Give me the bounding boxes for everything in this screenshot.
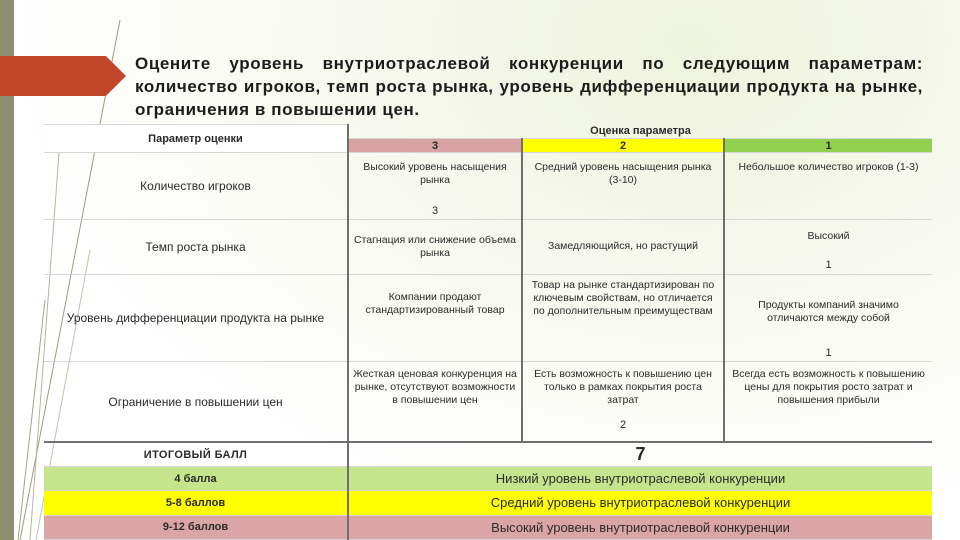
score-header: Оценка параметра <box>348 125 932 139</box>
param-row-differentiation: Уровень дифференциации продукта на рынке <box>44 274 348 361</box>
criterion-growth-2: Замедляющийся, но растущий <box>522 220 724 275</box>
criterion-growth-3: Стагнация или снижение объема рынка <box>348 220 522 275</box>
criterion-players-2: Средний уровень насыщения рынка (3-10) <box>522 153 724 220</box>
competition-assessment-table <box>44 124 932 540</box>
legend-high-text: Высокий уровень внутриотраслевой конкуренции <box>348 515 932 539</box>
legend-medium-range: 5-8 баллов <box>44 491 348 515</box>
score-label-3: 3 <box>348 139 522 153</box>
legend-low-text: Низкий уровень внутриотраслевой конкуренции <box>348 467 932 491</box>
row-score-differentiation: 1 <box>825 346 832 359</box>
legend-high-range: 9-12 баллов <box>44 515 348 539</box>
criterion-differentiation-1 <box>724 274 932 361</box>
legend-medium-text: Средний уровень внутриотраслевой конкуренции <box>348 491 932 515</box>
criterion-players-3 <box>348 153 522 220</box>
param-row-price-limits: Ограничение в повышении цен <box>44 361 348 442</box>
row-score-growth: 1 <box>825 259 832 272</box>
param-row-growth: Темп роста рынка <box>44 220 348 275</box>
slide-title: Оцените уровень внутриотраслевой конкуренции по следующим параметрам: количество игроков, темп роста рынка, уровень дифференциации продукта на рынке, ограничения в повышении цен. <box>135 54 923 119</box>
legend-low-range: 4 балла <box>44 467 348 491</box>
criterion-price-1: Всегда есть возможность к повышению цены для покрытия росто затрат и повышения прибыли <box>724 361 932 442</box>
criterion-text: Высокий <box>807 230 850 243</box>
param-row-players: Количество игроков <box>44 153 348 220</box>
param-header: Параметр оценки <box>44 125 348 153</box>
score-label-2: 2 <box>522 139 724 153</box>
criterion-players-1: Небольшое количество игроков (1-3) <box>724 153 932 220</box>
criterion-differentiation-3: Компании продают стандартизированный товар <box>348 274 522 361</box>
criterion-price-3: Жесткая ценовая конкуренция на рынке, отсутствуют возможности в повышении цен <box>348 361 522 442</box>
row-score-price: 2 <box>619 418 627 431</box>
criterion-text: Продукты компаний значимо отличаются между собой <box>758 298 899 324</box>
criterion-differentiation-2: Товар на рынке стандартизирован по ключевым свойствам, но отличается по дополнительным преимуществам <box>522 274 724 361</box>
total-score-label: ИТОГОВЫЙ БАЛЛ <box>44 442 348 466</box>
score-label-1: 1 <box>724 139 932 153</box>
title-arrow-marker <box>0 56 126 96</box>
criterion-text: Есть возможность к повышению цен только в рамках покрытия роста затрат <box>534 367 712 406</box>
criterion-text: Высокий уровень насыщения рынка <box>363 161 507 187</box>
criterion-growth-1 <box>724 220 932 275</box>
total-score-value: 7 <box>348 442 932 466</box>
row-score-players: 3 <box>431 205 439 218</box>
criterion-price-2 <box>522 361 724 442</box>
